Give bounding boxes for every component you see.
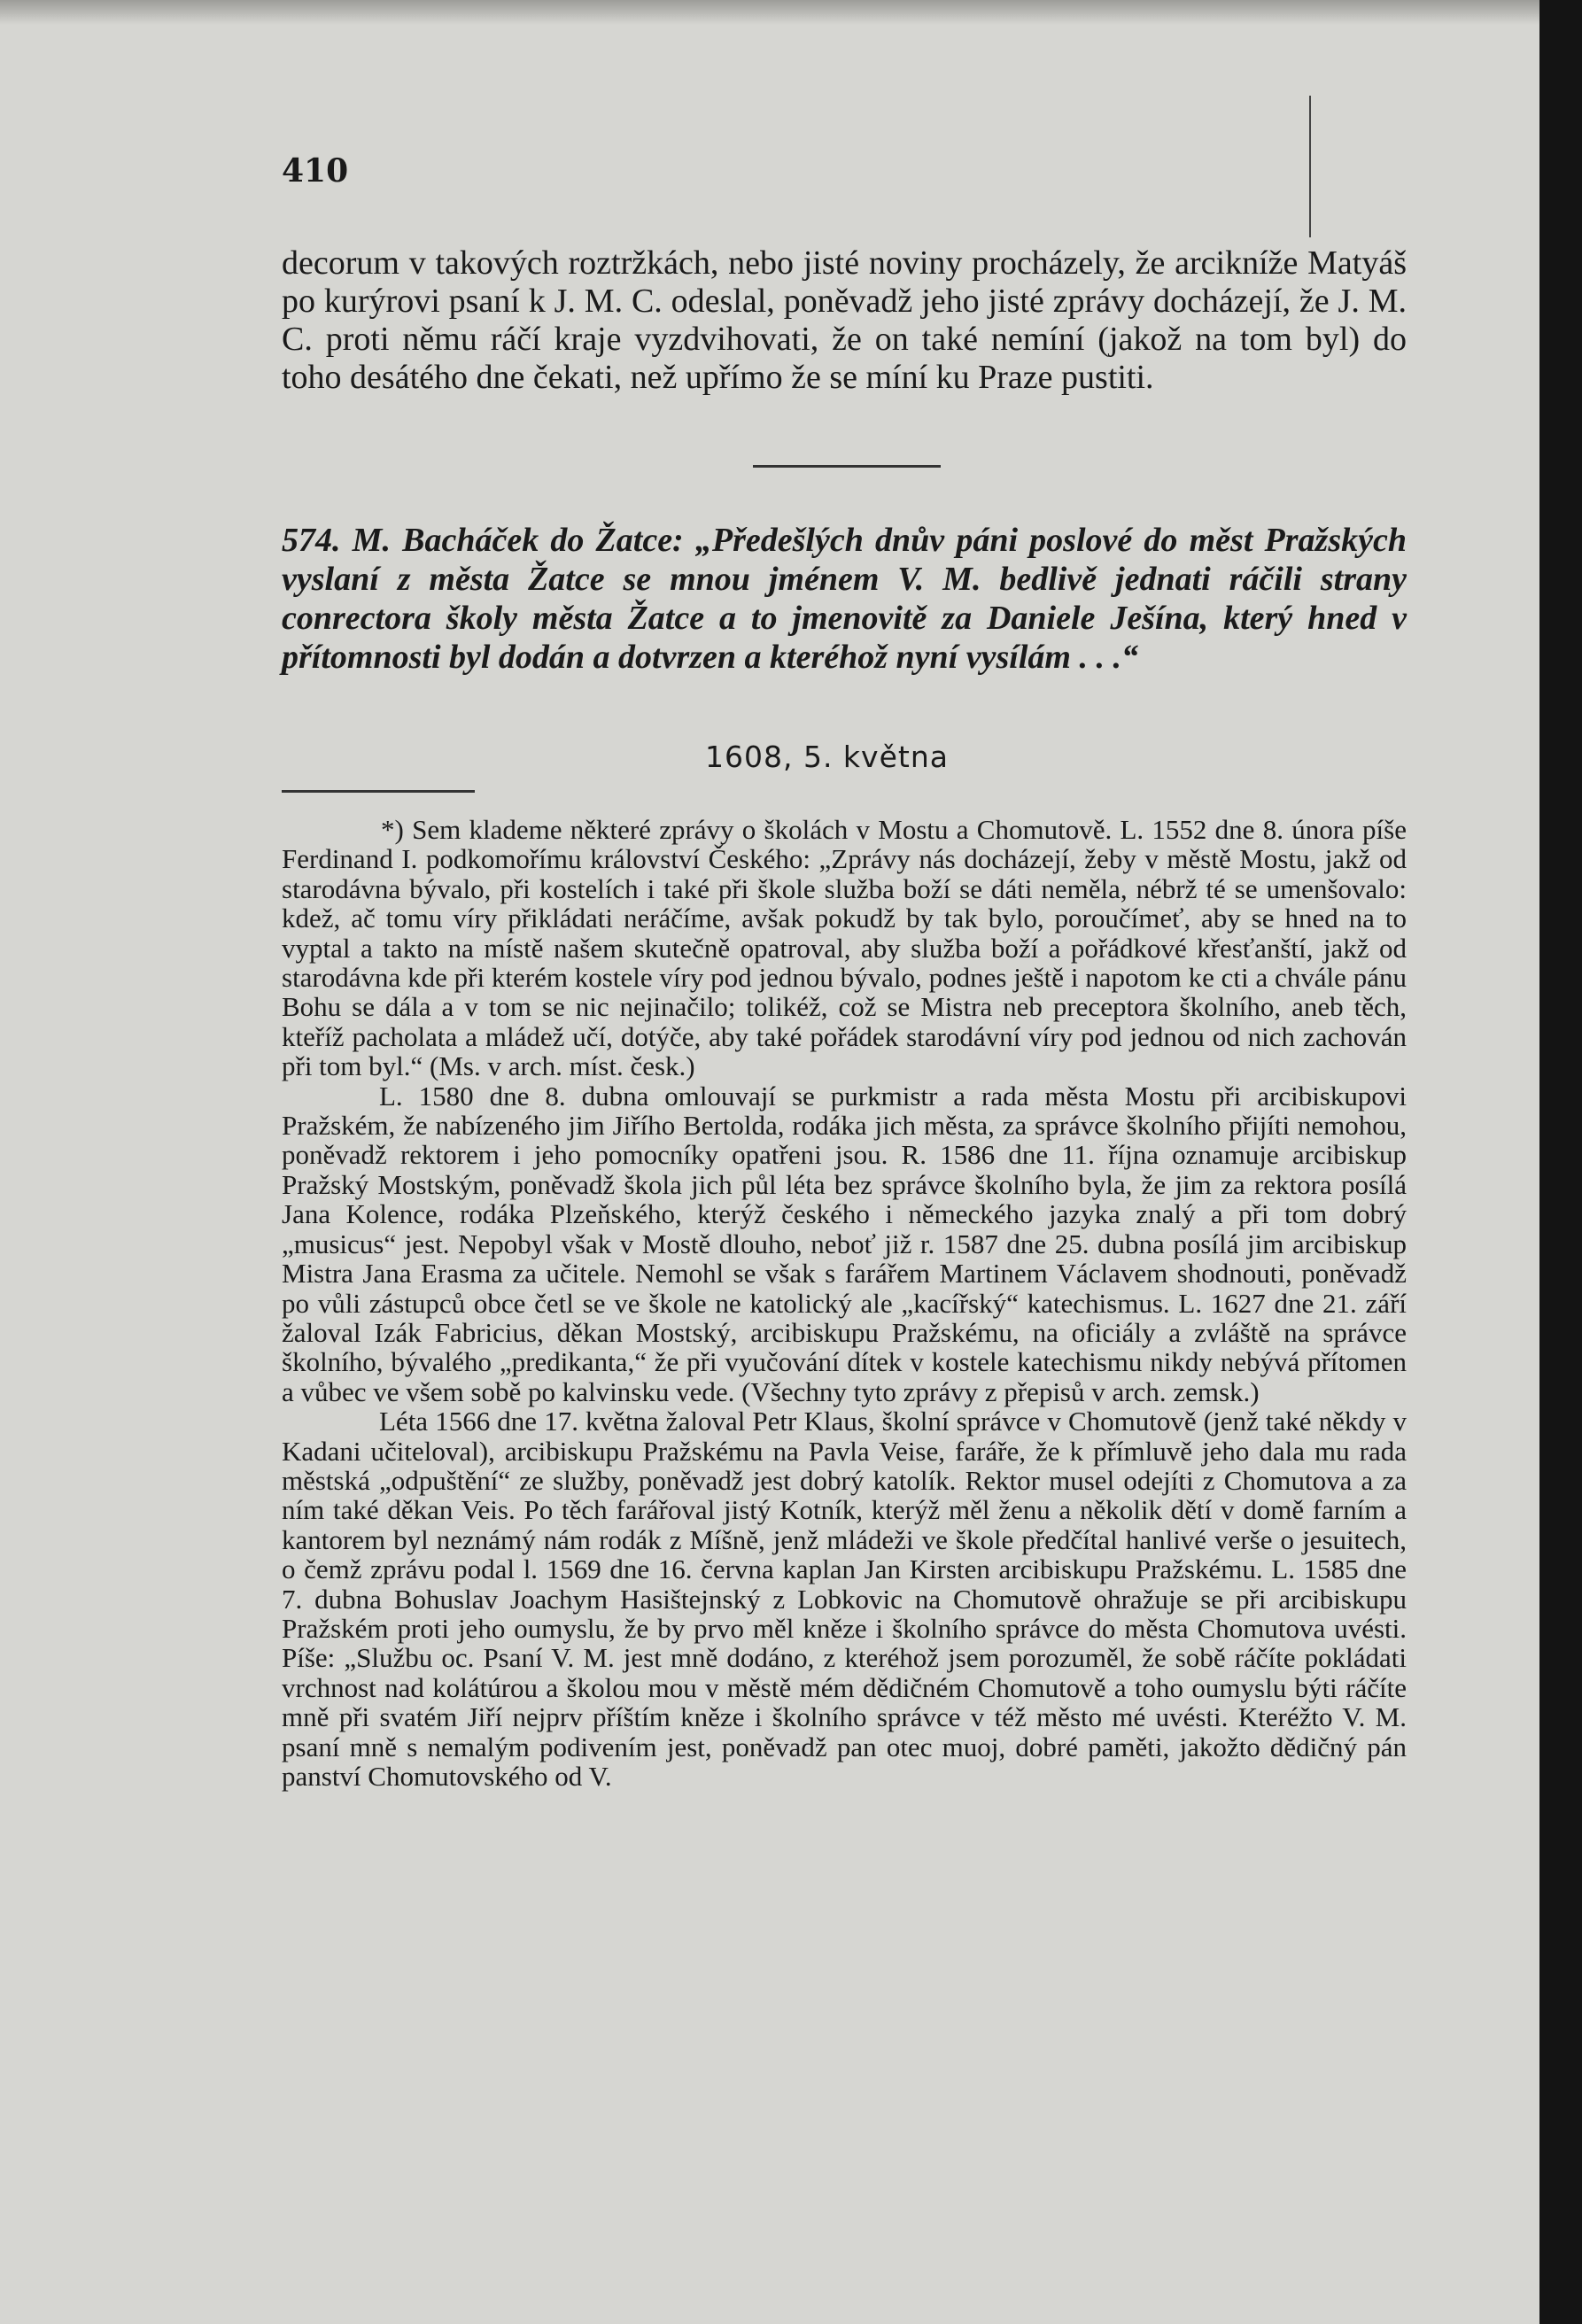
entry-574: 574. M. Bacháček do Žatce: „Předešlých dnův páni poslové do měst Pražských vyslaní z města Žatce se mnou jménem V. M. bedlivě jednati ráčili strany conrectora školy města Žatce a to jmenovitě za Daniele Ješína, který hned v přítomnosti byl dodán a dotvrzen a kteréhož nyní vysílám . . .“	[282, 522, 1407, 676]
footnote-paragraph-1: *) Sem klademe některé zprávy o školách v Mostu a Chomutově. L. 1552 dne 8. února píše Ferdinand I. podkomořímu království Českého: „Zprávy nás docházejí, žeby v městě Mostu, jakž od starodávna bývalo, při kostelích i také při škole služba boží se dáti neměla, nébrž té se umenšovalo: kdež, ač tomu víry přikládati neráčíme, avšak pokudž by tak bylo, poroučímeť, aby se hned na to vyptal a takto na místě našem skutečně opatroval, aby služba boží a pořádkové křesťanští, jakž od starodávna kde při kterém kostele víry pod jednou bývalo, podnes ještě i napotom ke cti a chvále pánu Bohu se dála a v tom se nic nejinačilo; tolikéž, což se Mistra neb preceptora školního, aneb těch, kteříž pacholata a mládež učí, dotýče, aby také pořádek starodávní víry pod jednou od nich zachován při tom byl.“ (Ms. v arch. míst. česk.)	[282, 814, 1407, 1082]
main-paragraph: decorum v takových roztržkách, nebo jisté noviny procházely, že arcikníže Matyáš po kurýrovi psaní k J. M. C. odeslal, poněvadž jeho jisté zprávy docházejí, že J. M. C. proti němu ráčí kraje vyzdvihovati, že on také nemíní (jakož na tom byl) do toho desátého dne čekati, než upřímo že se míní ku Praze pustiti.	[282, 244, 1407, 396]
footnote-block	[282, 815, 1407, 1791]
right-scan-edge	[1539, 0, 1582, 2324]
top-scan-edge	[0, 0, 1582, 25]
main-text-block	[282, 244, 1407, 397]
entry-date: 1608, 5. května	[705, 740, 949, 774]
section-separator	[753, 465, 941, 468]
footnote-paragraph-3: Léta 1566 dne 17. května žaloval Petr Klaus, školní správce v Chomutově (jenž také někdy v Kadani učiteloval), arcibiskupu Pražskému na Pavla Veise, faráře, že k přímluvě jeho dala mu rada městská „odpuštění“ ze služby, poněvadž jest dobrý katolík. Rektor musel odejíti z Chomutova a za ním také děkan Veis. Po těch farářoval jistý Kotník, kterýž měl ženu a několik dětí v domě farním a kantorem byl neznámý nám rodák z Míšně, jenž mládeži ve škole předčítal hanlivé verše o jesuitech, o čemž zprávu podal l. 1569 dne 16. června kaplan Jan Kirsten arcibiskupu Pražskému. L. 1585 dne 7. dubna Bohuslav Joachym Hasištejnský z Lobkovic na Chomutově ohražuje se při arcibiskupu Pražském proti jeho oumyslu, že by prvo měl kněze i školního správce do města Chomutova uvésti. Píše: „Službu oc. Psaní V. M. jest mně dodáno, z kteréhož jsem porozuměl, že sobě ráčíte pokládati vrchnost nad kolátúrou a školou mou v městě mém dědičném Chomutově a toho oumyslu býti ráčíte mně při svatém Jiří nejprv příštím kněze i školního správce v též město mé uvésti. Kteréžto V. M. psaní mně s nemalým podivením jest, poněvadž pan otec muoj, dobré paměti, jakožto dědičný pán panství Chomutovského od V.	[282, 1406, 1407, 1792]
footnote-separator	[282, 790, 475, 793]
page-number: 410	[282, 152, 349, 190]
footnote-paragraph-2: L. 1580 dne 8. dubna omlouvají se purkmistr a rada města Mostu při arcibiskupovi Pražském, že nabízeného jim Jiřího Bertolda, rodáka jich města, za správce školního přijíti nemohou, poněvadž rektorem i jeho pomocníky opatřeni jsou. R. 1586 dne 11. října oznamuje arcibiskup Pražský Mostským, poněvadž škola jich půl léta bez správce školního byla, že jim za rektora posílá Jana Kolence, rodáka Plzeňského, kterýž českého i německého jazyka znalý a při tom dobrý „musicus“ jest. Nepobyl však v Mostě dlouho, neboť již r. 1587 dne 25. dubna posílá jim arcibiskup Mistra Jana Erasma za učitele. Nemohl se však s farářem Martinem Václavem shodnouti, poněvadž po vůli zástupců obce četl se ve škole ne katolický ale „kacířský“ katechismus. L. 1627 dne 21. září žaloval Izák Fabricius, děkan Mostský, arcibiskupu Pražskému, na oficiály a zvláště na správce školního, bývalého „predikanta,“ že při vyučování dítek v kostele katechismu nikdy nebývá přítomen a vůbec ve všem sobě po kalvinsku vede. (Všechny tyto zprávy z přepisů v arch. zemsk.)	[282, 1080, 1407, 1407]
margin-mark	[1309, 96, 1311, 237]
